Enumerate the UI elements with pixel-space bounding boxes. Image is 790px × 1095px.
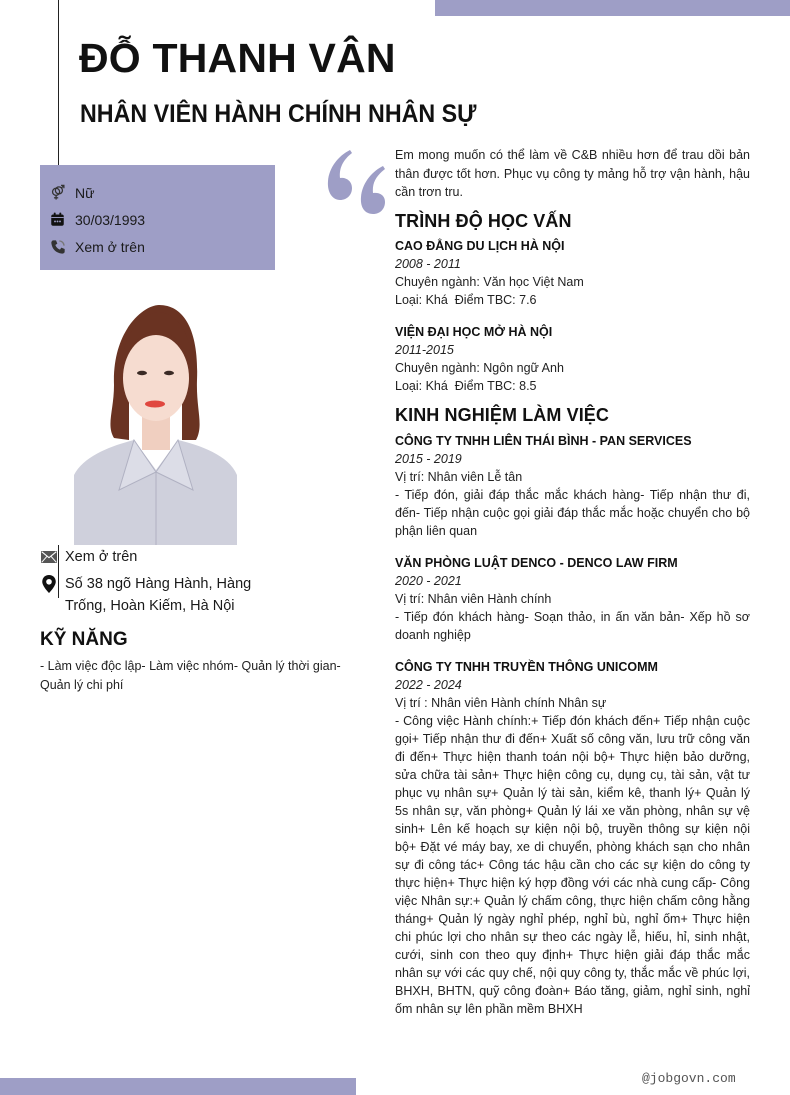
map-pin-icon	[40, 573, 58, 595]
experience-item	[395, 432, 750, 540]
education-period: 2011-2015	[395, 343, 454, 358]
experience-period: 2022 - 2024	[395, 677, 462, 692]
company-name: CÔNG TY TNHH TRUYỀN THÔNG UNICOMM	[395, 659, 658, 674]
experience-heading: KINH NGHIỆM LÀM VIỆC	[395, 405, 610, 426]
education-heading: TRÌNH ĐỘ HỌC VẤN	[395, 210, 572, 231]
contact-address	[40, 573, 320, 617]
birthdate-value: 30/03/1993	[75, 211, 146, 228]
company-name: CÔNG TY TNHH LIÊN THÁI BÌNH - PAN SERVICES	[395, 433, 692, 448]
phone-icon	[49, 238, 66, 255]
info-birthdate	[40, 206, 275, 233]
top-accent-bar	[435, 0, 790, 16]
experience-description: - Tiếp đón khách hàng- Soạn thảo, in ấn văn bản- Xếp hồ sơ doanh nghiệp	[395, 609, 750, 642]
experience-item	[395, 658, 750, 1018]
experience-description: - Tiếp đón, giải đáp thắc mắc khách hàng- Tiếp nhận thư đi, đến- Tiếp nhận cuộc gọi giải đáp thắc mắc hoặc chuyển cho bộ phận liên quan	[395, 487, 750, 538]
skills-heading: KỸ NĂNG	[40, 629, 128, 650]
bottom-accent-bar	[0, 1078, 356, 1095]
gender-icon	[49, 184, 66, 201]
school-name: VIỆN ĐẠI HỌC MỞ HÀ NỘI	[395, 325, 553, 340]
experience-position: Vị trí: Nhân viên Hành chính	[395, 591, 552, 606]
contact-divider-line	[58, 545, 59, 598]
quote-icon	[323, 148, 389, 214]
main-column	[395, 146, 750, 1018]
experience-position: Vị trí: Nhân viên Lễ tân	[395, 469, 523, 484]
address-value: Số 38 ngõ Hàng Hành, Hàng Trống, Hoàn Kiếm, Hà Nội	[65, 576, 252, 614]
school-name: CAO ĐẲNG DU LỊCH HÀ NỘI	[395, 239, 565, 254]
info-phone	[40, 233, 275, 260]
education-item	[395, 323, 750, 395]
experience-item	[395, 554, 750, 644]
career-objective: Em mong muốn có thể làm về C&B nhiều hơn để trau dồi bản thân được tốt hơn. Phục vụ công ty mảng hỗ trợ vận hành, hậu cần trơn tru.	[395, 148, 750, 199]
education-item	[395, 237, 750, 309]
experience-description: - Công việc Hành chính:+ Tiếp đón khách đến+ Tiếp nhận cuộc gọi+ Tiếp nhận thư đi đến+ Xuất số công văn, lưu trữ công văn đi đến+ Thực hiện thanh toán nội bộ+ Thực hiện bảo dưỡng, sửa chữa tài sản+ Thực hiện công cụ, dụng cụ, tài sản, vật tư phục vụ nhân sự+ Quản lý tài sản, kiểm kê, thanh lý+ Quản lý 5s nhân sự, văn phòng+ Quản lý lái xe văn phòng, nhân sự vệ sinh+ Lên kế hoạch sự kiện nội bộ, truyền thông sự kiện nội bộ+ Đặt vé máy bay, xe di chuyển, phòng khách sạn cho nhân sự đi công tác+ Công tác hậu cần cho các sự kiện do công ty thực hiện+ Thực hiện ký hợp đồng với các nhà cung cấp- Công việc Nhân sự:+ Quản lý chấm công, thực hiện chấm công hằng tháng+ Quản lý ngày nghỉ phép, nghỉ bù, nghỉ ốm+ Thực hiện chi phúc lợi cho nhân sự theo các ngày lễ, hiếu, hỉ, sinh nhật, cưới, sinh con theo quy định+ Thực hiện giải đáp thắc mắc nhân sự với các quy chế, nội quy công ty, thắc mắc về phúc lợi, BHXH, BHTN, quỹ công đoàn+ Báo tăng, giảm, nghỉ sinh, nghỉ ốm nhân sự lên phần mềm BHXH	[395, 713, 750, 1016]
gender-value: Nữ	[75, 184, 95, 201]
contact-email	[40, 546, 320, 568]
candidate-name: ĐỖ THANH VÂN	[79, 35, 396, 81]
experience-period: 2020 - 2021	[395, 573, 462, 588]
info-gender	[40, 179, 275, 206]
experience-position: Vị trí : Nhân viên Hành chính Nhân sự	[395, 695, 607, 710]
education-major: Chuyên ngành: Ngôn ngữ Anh	[395, 361, 564, 376]
footer-brand: @jobgovn.com	[642, 1071, 736, 1086]
education-grade: Loại: Khá Điểm TBC: 7.6	[395, 293, 537, 308]
education-grade: Loại: Khá Điểm TBC: 8.5	[395, 379, 537, 394]
education-major: Chuyên ngành: Văn học Việt Nam	[395, 275, 584, 290]
contact-section	[40, 545, 320, 617]
personal-info-box	[40, 165, 275, 270]
calendar-icon	[49, 211, 66, 228]
header-divider-line	[58, 0, 59, 166]
email-value[interactable]: Xem ở trên	[65, 549, 138, 565]
profile-photo	[74, 300, 237, 545]
education-period: 2008 - 2011	[395, 257, 461, 272]
job-title: NHÂN VIÊN HÀNH CHÍNH NHÂN SỰ	[80, 100, 477, 128]
skills-text: - Làm việc độc lập- Làm việc nhóm- Quản lý thời gian- Quản lý chi phí	[40, 659, 341, 692]
envelope-icon	[40, 546, 58, 568]
phone-value: Xem ở trên	[75, 238, 145, 255]
company-name: VĂN PHÒNG LUẬT DENCO - DENCO LAW FIRM	[395, 555, 678, 570]
experience-period: 2015 - 2019	[395, 451, 462, 466]
